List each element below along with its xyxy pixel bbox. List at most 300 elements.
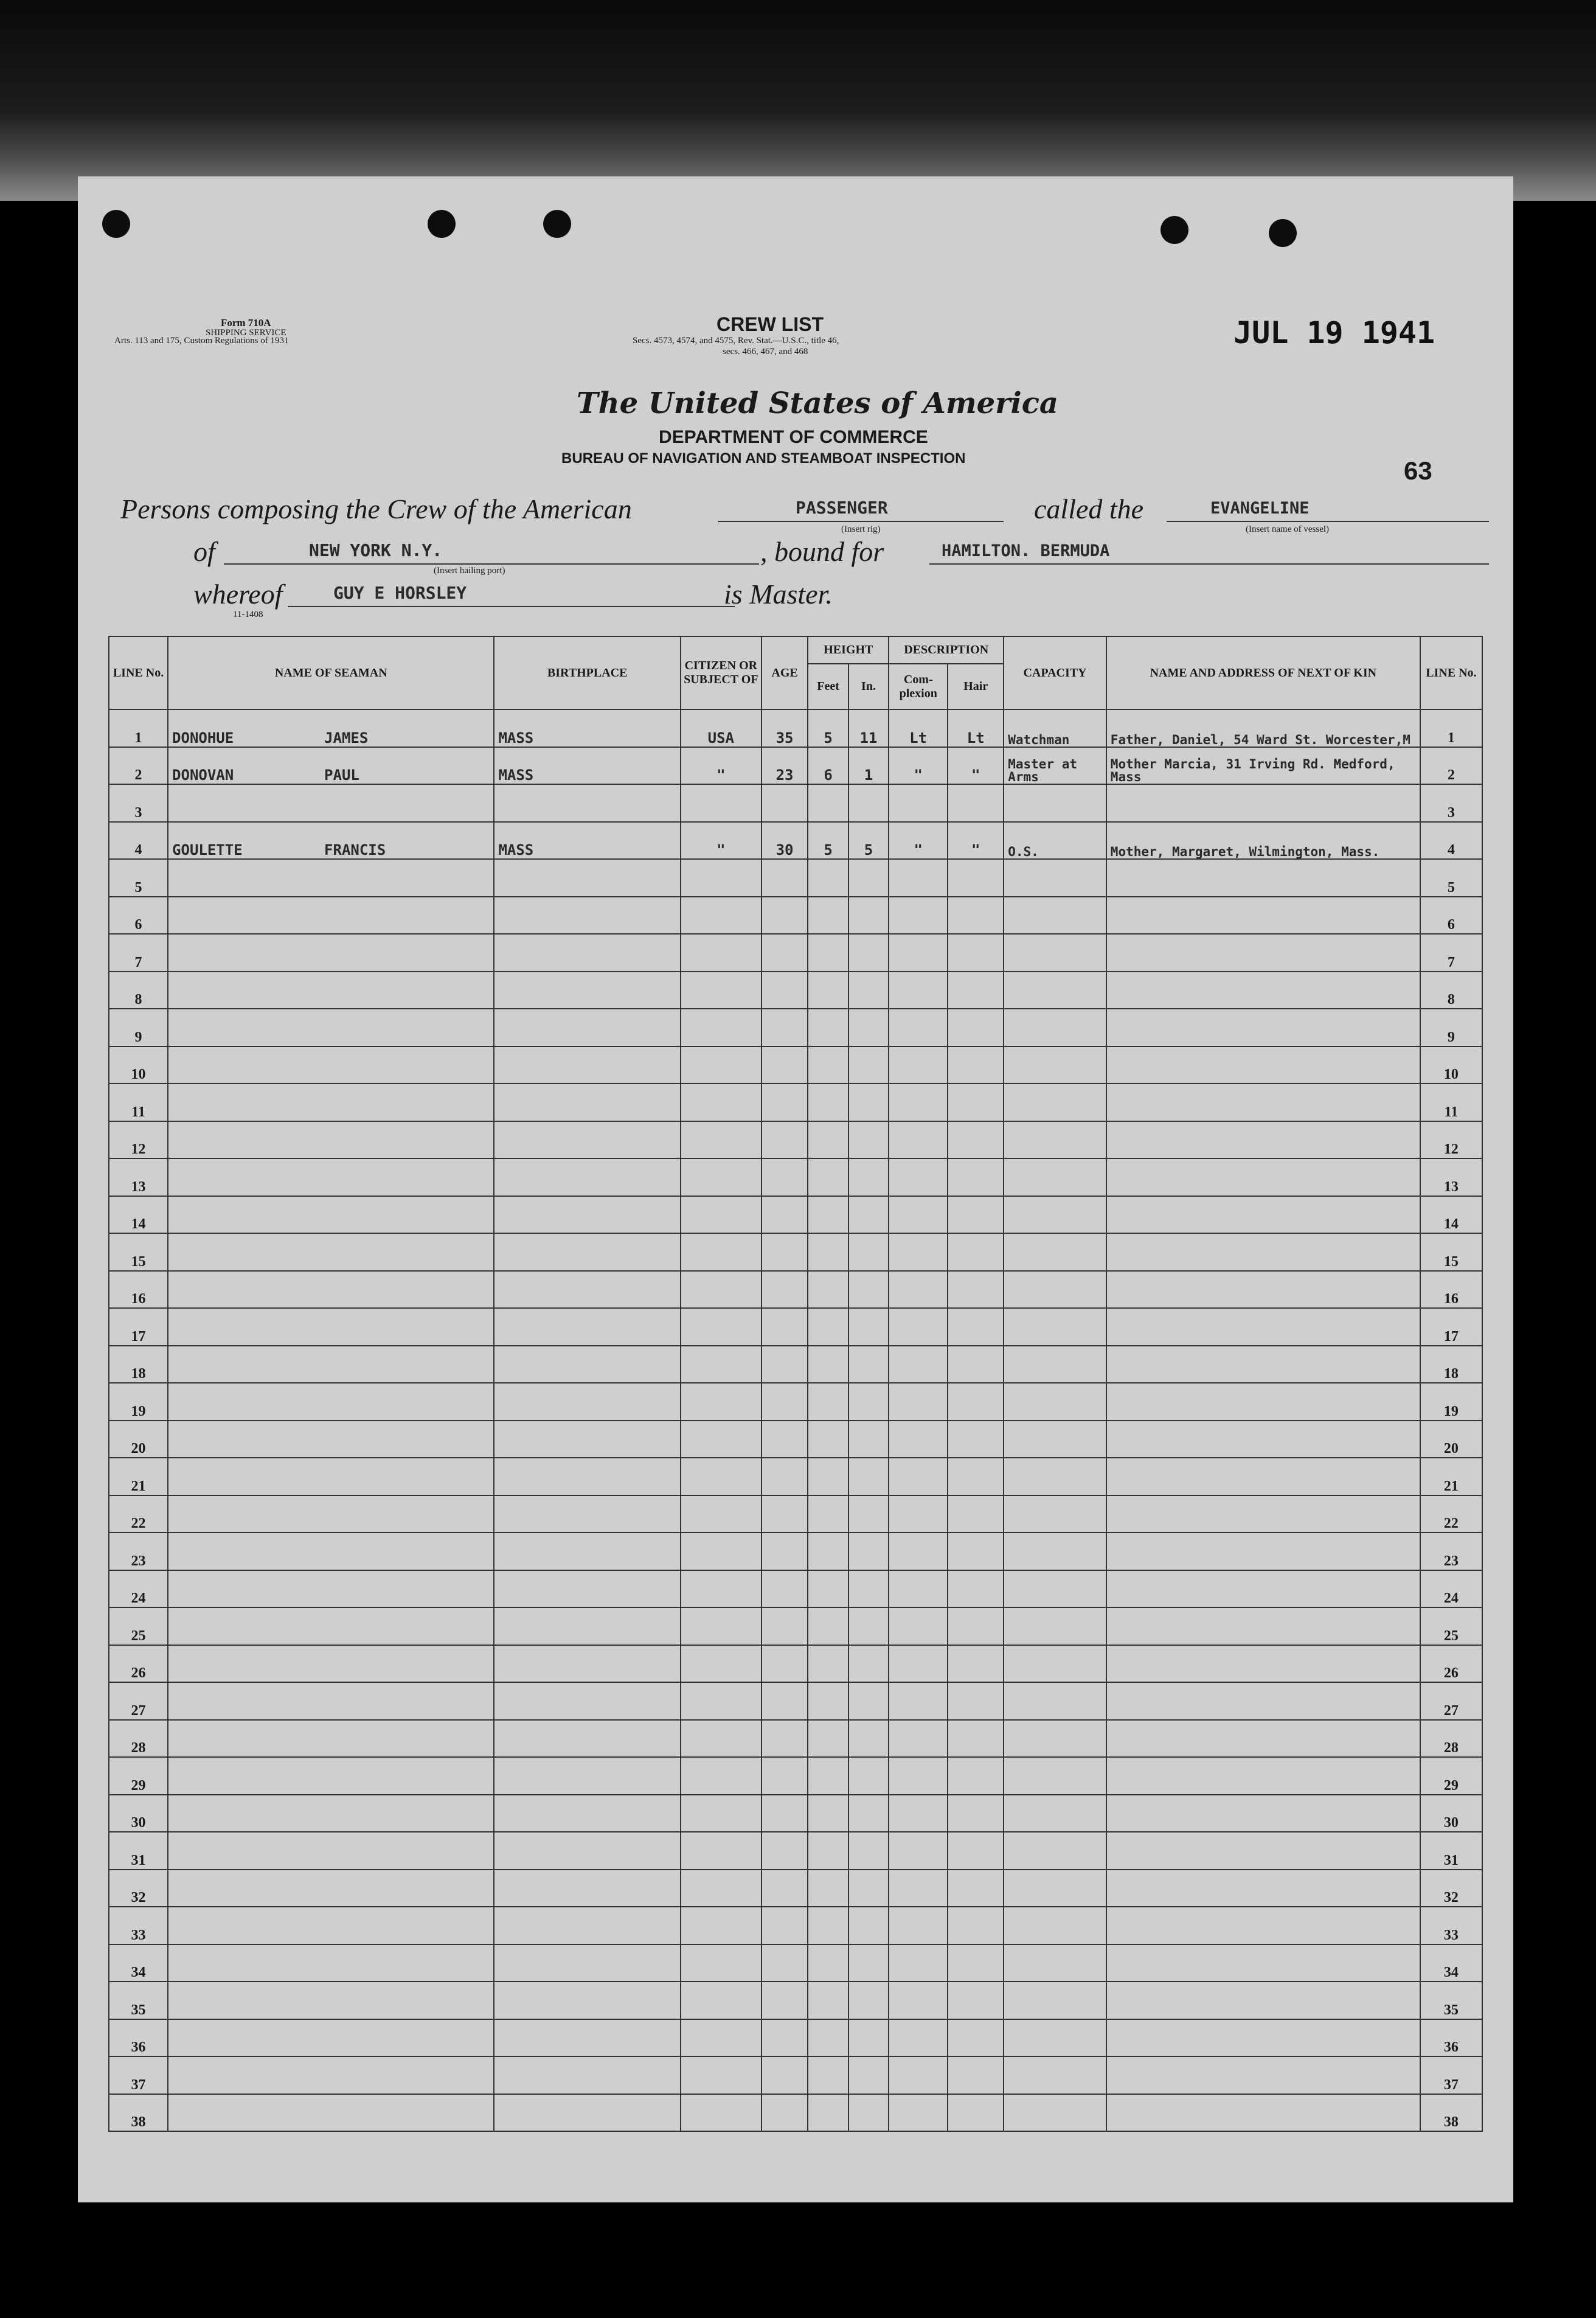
row-complexion xyxy=(889,1795,948,1832)
row-citizen xyxy=(681,1607,762,1645)
row-birthplace xyxy=(494,1271,681,1309)
row-age xyxy=(762,1196,808,1234)
row-seaman-name xyxy=(168,1907,494,1944)
row-line-number: 9 xyxy=(109,1009,168,1046)
called-label: called the xyxy=(1034,493,1144,524)
row-next-of-kin xyxy=(1106,859,1420,897)
row-complexion xyxy=(889,1495,948,1533)
table-row xyxy=(109,1308,1482,1346)
row-complexion xyxy=(889,1832,948,1870)
row-hair xyxy=(948,2019,1004,2057)
row-line-number-right: 21 xyxy=(1420,1458,1482,1495)
row-age xyxy=(762,1495,808,1533)
row-birthplace xyxy=(494,2094,681,2132)
row-next-of-kin xyxy=(1106,2056,1420,2094)
col-kin: NAME AND ADDRESS OF NEXT OF KIN xyxy=(1106,636,1420,709)
row-complexion xyxy=(889,1383,948,1421)
row-birthplace xyxy=(494,1495,681,1533)
row-birthplace xyxy=(494,1795,681,1832)
row-seaman-name xyxy=(168,1832,494,1870)
row-citizen xyxy=(681,1533,762,1570)
row-birthplace xyxy=(494,1383,681,1421)
row-line-number: 7 xyxy=(109,934,168,972)
row-line-number-right: 25 xyxy=(1420,1607,1482,1645)
table-row xyxy=(109,2019,1482,2057)
row-capacity xyxy=(1004,1720,1106,1758)
crew-sentence-prefix: Persons composing the Crew of the American xyxy=(120,493,632,524)
row-line-number: 19 xyxy=(109,1383,168,1421)
row-inches xyxy=(848,1645,889,1683)
row-line-number: 14 xyxy=(109,1196,168,1234)
row-seaman-name xyxy=(168,2094,494,2132)
row-line-number-right: 6 xyxy=(1420,897,1482,935)
row-line-number: 13 xyxy=(109,1158,168,1196)
row-seaman-name xyxy=(168,709,494,747)
row-surname: DONOHUE xyxy=(172,729,234,747)
row-complexion xyxy=(889,972,948,1009)
row-capacity xyxy=(1004,1907,1106,1944)
row-birthplace xyxy=(494,859,681,897)
row-seaman-name xyxy=(168,897,494,935)
table-row xyxy=(109,1944,1482,1982)
table-row xyxy=(109,1046,1482,1084)
row-citizen xyxy=(681,1570,762,1608)
col-hair: Hair xyxy=(948,664,1004,709)
row-inches xyxy=(848,1196,889,1234)
row-capacity xyxy=(1004,1870,1106,1907)
row-line-number-right: 20 xyxy=(1420,1421,1482,1458)
row-complexion xyxy=(889,1607,948,1645)
row-hair xyxy=(948,1757,1004,1795)
row-line-number: 10 xyxy=(109,1046,168,1084)
row-line-number: 29 xyxy=(109,1757,168,1795)
row-seaman-name xyxy=(168,2019,494,2057)
row-inches: 5 xyxy=(848,822,889,860)
row-hair xyxy=(948,1607,1004,1645)
row-capacity xyxy=(1004,1832,1106,1870)
row-complexion xyxy=(889,1570,948,1608)
row-seaman-name xyxy=(168,859,494,897)
row-capacity xyxy=(1004,897,1106,935)
row-hair xyxy=(948,1158,1004,1196)
row-age xyxy=(762,1233,808,1271)
row-birthplace xyxy=(494,2019,681,2057)
row-line-number: 20 xyxy=(109,1421,168,1458)
row-citizen xyxy=(681,897,762,935)
row-capacity xyxy=(1004,1944,1106,1982)
row-line-number-right: 35 xyxy=(1420,1982,1482,2019)
row-feet xyxy=(808,1757,848,1795)
row-next-of-kin xyxy=(1106,1570,1420,1608)
crew-table xyxy=(108,636,1483,2132)
table-row xyxy=(109,1570,1482,1608)
row-seaman-name xyxy=(168,1233,494,1271)
row-hair xyxy=(948,1233,1004,1271)
row-line-number: 18 xyxy=(109,1346,168,1383)
row-age xyxy=(762,1795,808,1832)
row-hair xyxy=(948,2056,1004,2094)
row-birthplace xyxy=(494,2056,681,2094)
row-complexion xyxy=(889,1158,948,1196)
row-hair xyxy=(948,1009,1004,1046)
row-hair xyxy=(948,1346,1004,1383)
country-heading: The United States of America xyxy=(577,386,1059,420)
punch-hole xyxy=(543,210,571,238)
row-inches xyxy=(848,972,889,1009)
row-next-of-kin xyxy=(1106,1795,1420,1832)
row-capacity xyxy=(1004,1271,1106,1309)
row-hair xyxy=(948,897,1004,935)
row-inches xyxy=(848,1533,889,1570)
row-capacity xyxy=(1004,1607,1106,1645)
row-feet xyxy=(808,1121,848,1159)
row-capacity xyxy=(1004,1570,1106,1608)
row-line-number: 15 xyxy=(109,1233,168,1271)
row-line-number-right: 19 xyxy=(1420,1383,1482,1421)
form-articles: Arts. 113 and 175, Custom Regulations of 1931 xyxy=(114,336,289,346)
row-seaman-name xyxy=(168,1870,494,1907)
row-citizen: " xyxy=(681,822,762,860)
row-capacity xyxy=(1004,1196,1106,1234)
row-complexion xyxy=(889,1982,948,2019)
row-feet xyxy=(808,972,848,1009)
row-hair xyxy=(948,1383,1004,1421)
table-row xyxy=(109,1757,1482,1795)
row-age xyxy=(762,1570,808,1608)
row-age xyxy=(762,1720,808,1758)
row-complexion xyxy=(889,1757,948,1795)
row-next-of-kin xyxy=(1106,1046,1420,1084)
table-row xyxy=(109,1009,1482,1046)
row-line-number: 35 xyxy=(109,1982,168,2019)
row-age xyxy=(762,1421,808,1458)
row-feet xyxy=(808,1009,848,1046)
row-birthplace xyxy=(494,1196,681,1234)
row-citizen xyxy=(681,1757,762,1795)
table-row xyxy=(109,784,1482,822)
row-complexion xyxy=(889,1907,948,1944)
row-age xyxy=(762,1533,808,1570)
row-seaman-name xyxy=(168,1196,494,1234)
row-citizen xyxy=(681,1196,762,1234)
row-complexion xyxy=(889,2019,948,2057)
row-feet xyxy=(808,1607,848,1645)
row-birthplace xyxy=(494,1570,681,1608)
row-complexion xyxy=(889,1533,948,1570)
row-inches xyxy=(848,1682,889,1720)
col-height: HEIGHT xyxy=(808,636,889,664)
row-feet xyxy=(808,1570,848,1608)
row-birthplace xyxy=(494,1607,681,1645)
row-line-number: 2 xyxy=(109,747,168,785)
row-inches xyxy=(848,1121,889,1159)
row-line-number-right: 29 xyxy=(1420,1757,1482,1795)
row-line-number: 33 xyxy=(109,1907,168,1944)
row-hair xyxy=(948,1982,1004,2019)
table-row xyxy=(109,934,1482,972)
punch-hole xyxy=(102,210,130,238)
table-row xyxy=(109,1870,1482,1907)
row-age xyxy=(762,1982,808,2019)
row-hair xyxy=(948,1308,1004,1346)
col-description: DESCRIPTION xyxy=(889,636,1004,664)
row-line-number: 11 xyxy=(109,1084,168,1121)
row-complexion xyxy=(889,1421,948,1458)
row-next-of-kin xyxy=(1106,1233,1420,1271)
row-complexion xyxy=(889,1720,948,1758)
row-line-number: 36 xyxy=(109,2019,168,2057)
row-line-number-right: 30 xyxy=(1420,1795,1482,1832)
row-age xyxy=(762,2056,808,2094)
table-row xyxy=(109,1607,1482,1645)
row-complexion xyxy=(889,1682,948,1720)
row-inches xyxy=(848,1757,889,1795)
row-given-name: PAUL xyxy=(324,767,359,784)
table-row xyxy=(109,1495,1482,1533)
row-birthplace xyxy=(494,1757,681,1795)
punch-hole xyxy=(1161,216,1188,244)
table-row xyxy=(109,1196,1482,1234)
row-inches xyxy=(848,1870,889,1907)
row-birthplace xyxy=(494,1533,681,1570)
form-number: Form 710A xyxy=(220,317,271,329)
table-row xyxy=(109,1084,1482,1121)
row-seaman-name xyxy=(168,1084,494,1121)
row-feet: 6 xyxy=(808,747,848,785)
row-age xyxy=(762,1757,808,1795)
row-capacity xyxy=(1004,1421,1106,1458)
row-feet xyxy=(808,784,848,822)
row-feet xyxy=(808,859,848,897)
row-line-number: 6 xyxy=(109,897,168,935)
row-age xyxy=(762,897,808,935)
row-next-of-kin xyxy=(1106,1271,1420,1309)
row-seaman-name xyxy=(168,1944,494,1982)
row-feet xyxy=(808,1421,848,1458)
row-hair xyxy=(948,784,1004,822)
row-citizen xyxy=(681,1271,762,1309)
row-capacity xyxy=(1004,1495,1106,1533)
row-line-number: 1 xyxy=(109,709,168,747)
row-hair xyxy=(948,1870,1004,1907)
row-complexion xyxy=(889,1271,948,1309)
row-inches xyxy=(848,1458,889,1495)
row-seaman-name xyxy=(168,1009,494,1046)
bureau-heading: BUREAU OF NAVIGATION AND STEAMBOAT INSPECTION xyxy=(561,450,966,467)
row-age xyxy=(762,1682,808,1720)
table-row xyxy=(109,1383,1482,1421)
row-line-number-right: 3 xyxy=(1420,784,1482,822)
row-age xyxy=(762,1458,808,1495)
row-line-number: 32 xyxy=(109,1870,168,1907)
row-hair xyxy=(948,1421,1004,1458)
row-feet xyxy=(808,1682,848,1720)
row-hair xyxy=(948,1271,1004,1309)
row-birthplace xyxy=(494,1084,681,1121)
row-age xyxy=(762,1271,808,1309)
row-birthplace xyxy=(494,1046,681,1084)
row-next-of-kin xyxy=(1106,1308,1420,1346)
table-row xyxy=(109,709,1482,747)
row-feet xyxy=(808,1944,848,1982)
row-birthplace xyxy=(494,1121,681,1159)
row-age xyxy=(762,934,808,972)
row-seaman-name xyxy=(168,1046,494,1084)
row-age xyxy=(762,1084,808,1121)
row-line-number: 38 xyxy=(109,2094,168,2132)
row-inches xyxy=(848,1607,889,1645)
table-row xyxy=(109,1720,1482,1758)
row-next-of-kin xyxy=(1106,1607,1420,1645)
row-feet xyxy=(808,1870,848,1907)
row-line-number: 4 xyxy=(109,822,168,860)
row-birthplace xyxy=(494,1870,681,1907)
row-feet xyxy=(808,934,848,972)
row-inches xyxy=(848,1421,889,1458)
table-row xyxy=(109,859,1482,897)
row-capacity xyxy=(1004,934,1106,972)
row-seaman-name xyxy=(168,1607,494,1645)
row-inches xyxy=(848,1271,889,1309)
row-feet xyxy=(808,1383,848,1421)
vessel-name: EVANGELINE xyxy=(1210,499,1310,518)
row-line-number-right: 34 xyxy=(1420,1944,1482,1982)
row-feet xyxy=(808,1084,848,1121)
row-seaman-name xyxy=(168,1720,494,1758)
row-line-number-right: 13 xyxy=(1420,1158,1482,1196)
row-citizen xyxy=(681,1495,762,1533)
row-line-number: 23 xyxy=(109,1533,168,1570)
date-stamp: JUL 19 1941 xyxy=(1233,315,1435,350)
row-seaman-name xyxy=(168,1346,494,1383)
row-next-of-kin xyxy=(1106,897,1420,935)
row-seaman-name xyxy=(168,1645,494,1683)
table-row xyxy=(109,897,1482,935)
row-complexion xyxy=(889,1233,948,1271)
row-capacity xyxy=(1004,1982,1106,2019)
row-feet xyxy=(808,1907,848,1944)
row-inches xyxy=(848,1982,889,2019)
row-age xyxy=(762,784,808,822)
row-birthplace xyxy=(494,1982,681,2019)
table-row xyxy=(109,1271,1482,1309)
row-age xyxy=(762,1907,808,1944)
form-info xyxy=(206,318,286,338)
row-line-number-right: 31 xyxy=(1420,1832,1482,1870)
row-next-of-kin xyxy=(1106,1870,1420,1907)
row-seaman-name xyxy=(168,1458,494,1495)
row-feet xyxy=(808,2094,848,2132)
row-birthplace xyxy=(494,1233,681,1271)
row-line-number-right: 9 xyxy=(1420,1009,1482,1046)
row-complexion xyxy=(889,1308,948,1346)
row-seaman-name xyxy=(168,1271,494,1309)
row-capacity xyxy=(1004,1383,1106,1421)
row-capacity xyxy=(1004,1346,1106,1383)
row-birthplace xyxy=(494,1682,681,1720)
row-inches xyxy=(848,1084,889,1121)
row-citizen xyxy=(681,1308,762,1346)
row-capacity xyxy=(1004,1458,1106,1495)
row-line-number: 22 xyxy=(109,1495,168,1533)
row-capacity xyxy=(1004,2094,1106,2132)
row-line-number-right: 24 xyxy=(1420,1570,1482,1608)
hailing-hint: (Insert hailing port) xyxy=(434,566,505,576)
row-next-of-kin xyxy=(1106,1421,1420,1458)
row-citizen xyxy=(681,1944,762,1982)
row-age xyxy=(762,1308,808,1346)
row-seaman-name xyxy=(168,1383,494,1421)
whereof-label: whereof xyxy=(193,579,283,610)
row-inches xyxy=(848,1383,889,1421)
row-feet xyxy=(808,1158,848,1196)
row-hair xyxy=(948,1196,1004,1234)
row-line-number-right: 26 xyxy=(1420,1645,1482,1683)
row-feet xyxy=(808,1233,848,1271)
table-row xyxy=(109,1346,1482,1383)
row-inches xyxy=(848,1795,889,1832)
row-hair xyxy=(948,1084,1004,1121)
row-complexion: " xyxy=(889,822,948,860)
row-feet xyxy=(808,2056,848,2094)
row-line-number-right: 37 xyxy=(1420,2056,1482,2094)
row-feet xyxy=(808,897,848,935)
row-age xyxy=(762,1607,808,1645)
table-row xyxy=(109,822,1482,860)
row-complexion xyxy=(889,1046,948,1084)
row-capacity xyxy=(1004,972,1106,1009)
form-service: SHIPPING SERVICE xyxy=(206,327,286,338)
row-seaman-name xyxy=(168,1158,494,1196)
row-citizen xyxy=(681,2094,762,2132)
row-hair: Lt xyxy=(948,709,1004,747)
row-complexion xyxy=(889,859,948,897)
table-row xyxy=(109,747,1482,785)
row-citizen xyxy=(681,1870,762,1907)
row-inches xyxy=(848,2019,889,2057)
row-age xyxy=(762,1645,808,1683)
row-next-of-kin xyxy=(1106,1383,1420,1421)
row-complexion xyxy=(889,1121,948,1159)
row-capacity xyxy=(1004,1533,1106,1570)
row-next-of-kin xyxy=(1106,1196,1420,1234)
row-inches xyxy=(848,934,889,972)
row-line-number: 26 xyxy=(109,1645,168,1683)
row-line-number-right: 1 xyxy=(1420,709,1482,747)
row-seaman-name xyxy=(168,784,494,822)
row-capacity xyxy=(1004,1121,1106,1159)
row-line-number-right: 33 xyxy=(1420,1907,1482,1944)
row-hair xyxy=(948,972,1004,1009)
row-next-of-kin xyxy=(1106,1346,1420,1383)
row-capacity xyxy=(1004,2056,1106,2094)
row-line-number-right: 32 xyxy=(1420,1870,1482,1907)
row-next-of-kin xyxy=(1106,1009,1420,1046)
row-complexion xyxy=(889,897,948,935)
row-inches xyxy=(848,1308,889,1346)
row-complexion: Lt xyxy=(889,709,948,747)
row-age xyxy=(762,1046,808,1084)
row-next-of-kin xyxy=(1106,784,1420,822)
row-line-number: 34 xyxy=(109,1944,168,1982)
crew-rows xyxy=(109,709,1482,2131)
row-seaman-name xyxy=(168,1982,494,2019)
row-next-of-kin xyxy=(1106,1158,1420,1196)
row-age: 23 xyxy=(762,747,808,785)
is-master-label: is Master. xyxy=(724,579,833,610)
row-line-number: 24 xyxy=(109,1570,168,1608)
row-line-number: 17 xyxy=(109,1308,168,1346)
